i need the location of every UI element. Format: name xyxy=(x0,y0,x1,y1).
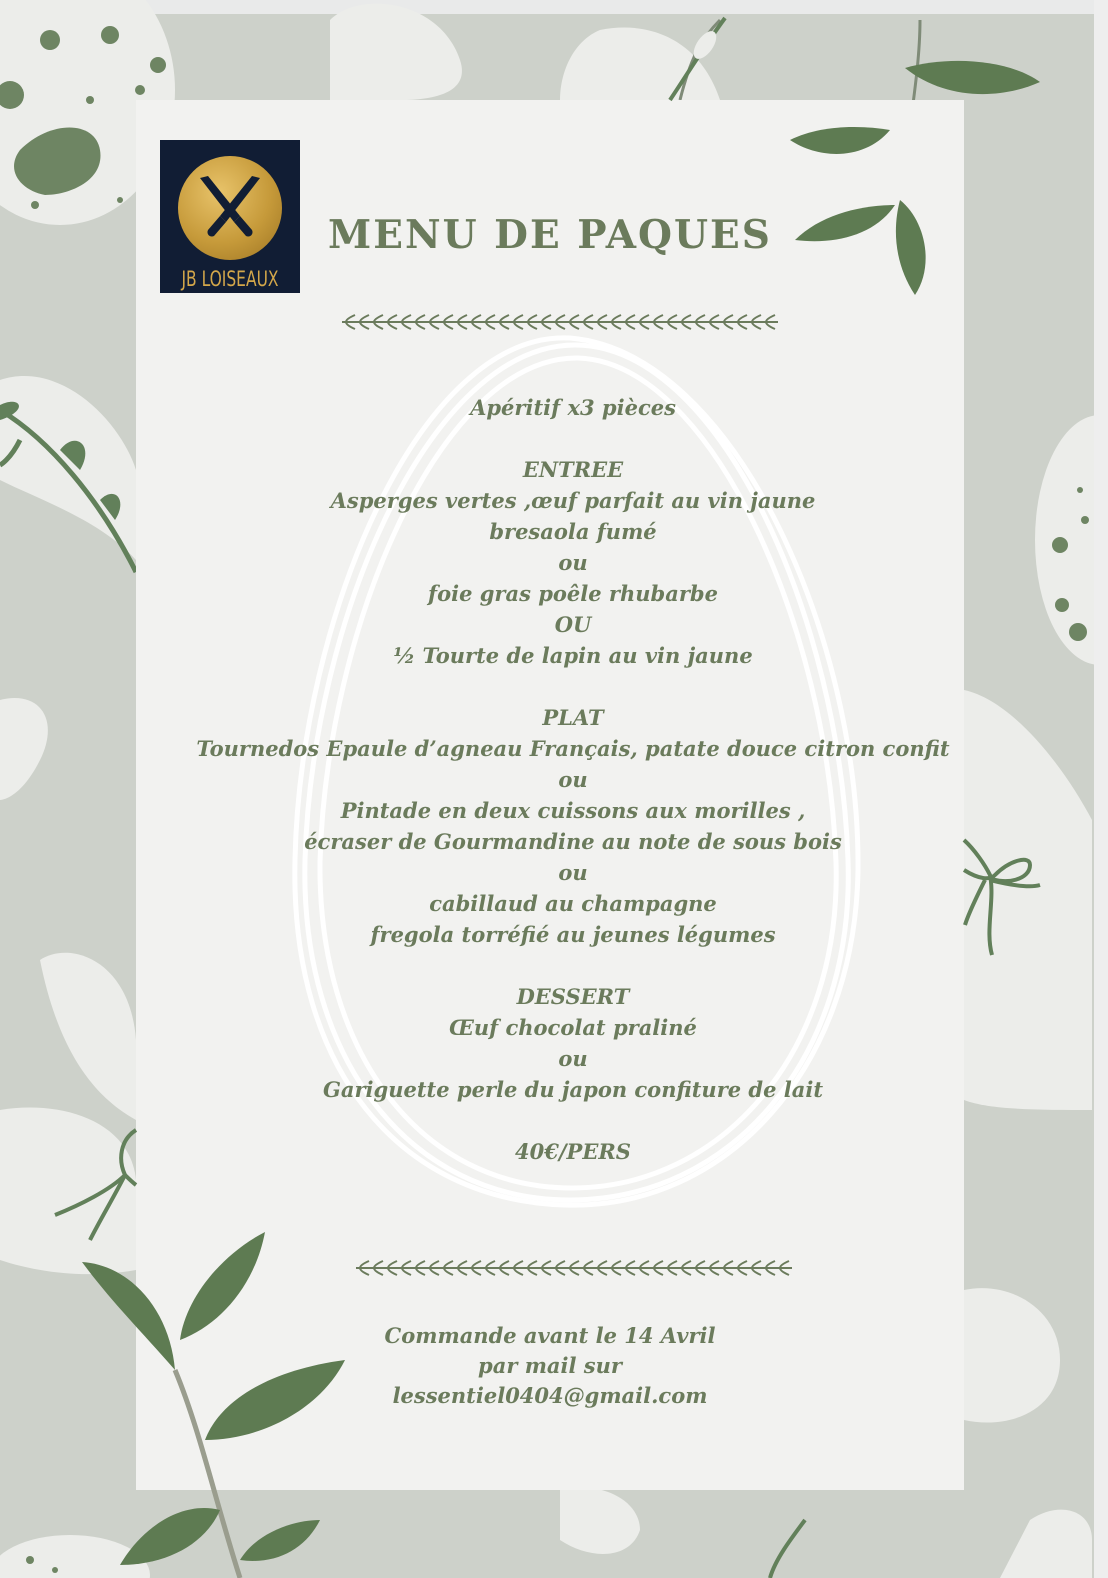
dessert-line: Gariguette perle du japon confiture de lait xyxy=(322,1077,824,1102)
brand-logo xyxy=(160,140,300,293)
aperitif: Apéritif x3 pièces xyxy=(470,395,676,420)
plat-line: Pintade en deux cuissons aux morilles , xyxy=(340,798,806,823)
entree-heading: ENTREE xyxy=(522,457,624,482)
plat-heading: PLAT xyxy=(542,705,604,730)
logo-text: JB LOISEAUX xyxy=(181,267,279,291)
plat-line: fregola torréfié au jeunes légumes xyxy=(370,922,776,947)
crossed-knives-icon xyxy=(178,156,282,260)
plat-line: Tournedos Epaule d’agneau Français, patate douce citron confit xyxy=(196,736,950,761)
plat-line: ou xyxy=(558,767,588,792)
entree-line: Asperges vertes ,œuf parfait au vin jaune xyxy=(330,488,816,513)
top-divider xyxy=(340,312,780,332)
order-email[interactable]: lessentiel0404@gmail.com xyxy=(392,1383,708,1408)
order-deadline: Commande avant le 14 Avril xyxy=(384,1323,716,1348)
plat-line: ou xyxy=(558,860,588,885)
plat-line: écraser de Gourmandine au note de sous bois xyxy=(304,829,842,854)
menu-title: MENU DE PAQUES xyxy=(328,212,772,258)
entree-line: OU xyxy=(554,612,592,637)
menu-body xyxy=(150,392,996,1167)
logo-disc xyxy=(178,156,282,260)
dessert-heading: DESSERT xyxy=(516,984,630,1009)
entree-line: bresaola fumé xyxy=(489,519,657,544)
order-method: par mail sur xyxy=(478,1353,622,1378)
entree-line: foie gras poêle rhubarbe xyxy=(428,581,718,606)
entree-line: ou xyxy=(558,550,588,575)
dessert-line: Œuf chocolat praliné xyxy=(449,1015,697,1040)
entree-line: ½ Tourte de lapin au vin jaune xyxy=(393,643,753,668)
dessert-line: ou xyxy=(558,1046,588,1071)
order-info xyxy=(300,1321,800,1411)
bottom-divider xyxy=(354,1258,794,1278)
right-edge xyxy=(1094,0,1108,1578)
plat-line: cabillaud au champagne xyxy=(429,891,717,916)
price: 40€/PERS xyxy=(515,1139,631,1164)
